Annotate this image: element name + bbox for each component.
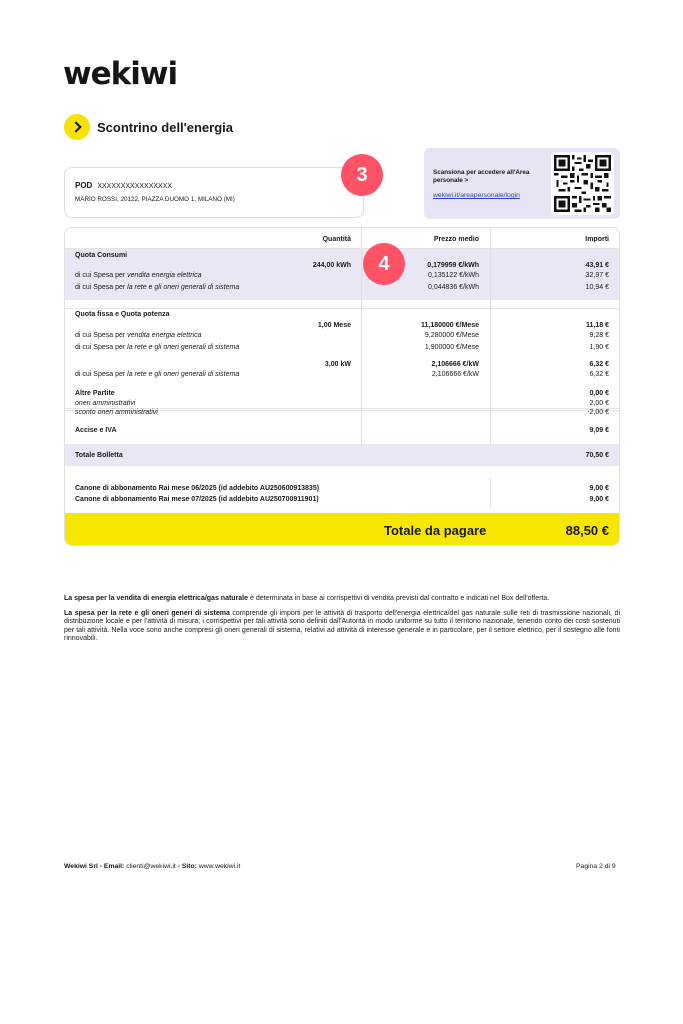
area-personale-link[interactable]: wekiwi.it/areapersonale/login bbox=[433, 192, 520, 199]
footer-company-info: Wekiwi Srl - Email: clienti@wekiwi.it - Sito: www.wekiwi.it bbox=[64, 863, 241, 870]
qr-instructions: Scansiona per accedere all'Area personale > bbox=[433, 169, 530, 184]
potenza-price: 2,106666 €/kW bbox=[431, 361, 479, 368]
totale-bolletta-amount: 70,50 € bbox=[585, 452, 609, 459]
altre-row2-amount: -2,00 € bbox=[587, 409, 609, 416]
qr-box bbox=[424, 148, 620, 219]
consumi-row1-label: di cui Spesa per vendita energia elettrica bbox=[75, 272, 202, 279]
altre-row2-label: sconto oneri amministrativi bbox=[75, 409, 158, 416]
page-number: Pagina 2 di 9 bbox=[576, 863, 616, 870]
note-rete: La spesa per la rete e gli oneri generi di sistema comprende gli importi per le attività di trasporto dell'energia elettrica/del gas naturale sulle reti di trasmissione nazionali, di distribuzione locale e per l'attività di misura; i corrispettivi per tali attività sono definiti dall'Autorità in modo uniforme su tutto il territorio nazionale, tenendo conto dei costi sostenuti per tali attività. Nella voce sono anche compresi gli oneri generali di sistema, relativi ad attività di interesse generale e in particolare, per il settore elettrico, per il sostegno alle fonti rinnovabili. bbox=[64, 609, 620, 642]
consumi-price: 0,179959 €/kWh bbox=[427, 262, 479, 269]
fissa-row3-amount: 6,32 € bbox=[589, 371, 609, 378]
fissa-row2-amount: 1,90 € bbox=[589, 344, 609, 351]
fissa-row2-price: 1,900000 €/Mese bbox=[424, 344, 479, 351]
footer-email[interactable]: clienti@wekiwi.it bbox=[126, 863, 176, 870]
consumi-amount: 43,91 € bbox=[585, 262, 609, 269]
annotation-badge-4: 4 bbox=[363, 243, 405, 285]
fissa-amount: 11,18 € bbox=[586, 322, 609, 329]
consumi-row1-amount: 32,97 € bbox=[585, 272, 609, 279]
consumi-row2-label: di cui Spesa per la rete e gli oneri generali di sistema bbox=[75, 284, 240, 291]
canone-1-amount: 9,00 € bbox=[589, 485, 609, 492]
accise-amount: 9,09 € bbox=[589, 427, 609, 434]
fissa-row1-label: di cui Spesa per vendita energia elettrica bbox=[75, 332, 202, 339]
canone-1-label: Canone di abbonamento Rai mese 06/2025 (id addebito AU250600913835) bbox=[75, 485, 320, 492]
pod-box bbox=[64, 167, 364, 218]
totale-da-pagare-bar bbox=[65, 513, 619, 546]
fissa-row1-amount: 9,28 € bbox=[589, 332, 609, 339]
bill-table bbox=[64, 227, 620, 546]
altre-row1-label: oneri amministrativi bbox=[75, 400, 136, 407]
fissa-row1-price: 9,280000 €/Mese bbox=[424, 332, 479, 339]
fissa-quantity: 1,00 Mese bbox=[317, 322, 351, 329]
fissa-price: 11,180000 €/Mese bbox=[421, 322, 479, 329]
pod-label: POD bbox=[75, 181, 93, 190]
totale-da-pagare-amount: 88,50 € bbox=[565, 523, 609, 538]
potenza-amount: 6,32 € bbox=[589, 361, 609, 368]
customer-address: MARIO ROSSI, 20122, PIAZZA DUOMO 1, MILANO (MI) bbox=[75, 196, 235, 203]
explanatory-notes bbox=[64, 595, 620, 650]
header-amount: Importi bbox=[585, 236, 609, 243]
altre-title: Altre Partite bbox=[75, 390, 115, 397]
pod-value: XXXXXXXXXXXXXXXX bbox=[97, 183, 173, 190]
section-title-row bbox=[64, 114, 233, 140]
note-vendita: La spesa per la vendita di energia elettrica/gas naturale è determinata in base ai corrispettivi di vendita previsti dal contratto e indicati nel Box dell'offerta. bbox=[64, 595, 550, 602]
fissa-title: Quota fissa e Quota potenza bbox=[75, 311, 170, 318]
canone-2-label: Canone di abbonamento Rai mese 07/2025 (id addebito AU250700911901) bbox=[75, 496, 319, 503]
footer-site[interactable]: www.wekiwi.it bbox=[198, 863, 241, 870]
consumi-row2-amount: 10,94 € bbox=[585, 284, 609, 291]
accise-label: Accise e IVA bbox=[75, 427, 117, 434]
page-title: Scontrino dell'energia bbox=[97, 119, 234, 135]
chevron-right-icon bbox=[64, 114, 90, 140]
fissa-row2-label: di cui Spesa per la rete e gli oneri generali di sistema bbox=[75, 344, 240, 351]
canone-2-amount: 9,00 € bbox=[589, 496, 609, 503]
consumi-row2-price: 0,044836 €/kWh bbox=[428, 284, 479, 291]
fissa-row3-price: 2,106666 €/kW bbox=[431, 371, 479, 378]
header-quantity: Quantità bbox=[322, 236, 351, 243]
annotation-badge-3: 3 bbox=[341, 154, 383, 196]
altre-row1-amount: 2,00 € bbox=[589, 400, 609, 407]
potenza-quantity: 3,00 kW bbox=[324, 361, 351, 368]
totale-bolletta-band bbox=[65, 444, 619, 466]
pod-line bbox=[75, 181, 172, 190]
consumi-row1-price: 0,135122 €/kWh bbox=[428, 272, 479, 279]
fissa-row3-label: di cui Spesa per la rete e gli oneri generali di sistema bbox=[75, 371, 240, 378]
totale-bolletta-label: Totale Bolletta bbox=[75, 452, 123, 459]
consumi-quantity: 244,00 kWh bbox=[312, 262, 351, 269]
totale-da-pagare-label: Totale da pagare bbox=[384, 523, 487, 538]
header-price: Prezzo medio bbox=[433, 236, 479, 243]
altre-amount: 0,00 € bbox=[589, 390, 609, 397]
consumi-title: Quota Consumi bbox=[75, 252, 128, 259]
qr-code-icon[interactable] bbox=[551, 152, 614, 215]
wekiwi-logo: wekiwi bbox=[63, 56, 178, 92]
